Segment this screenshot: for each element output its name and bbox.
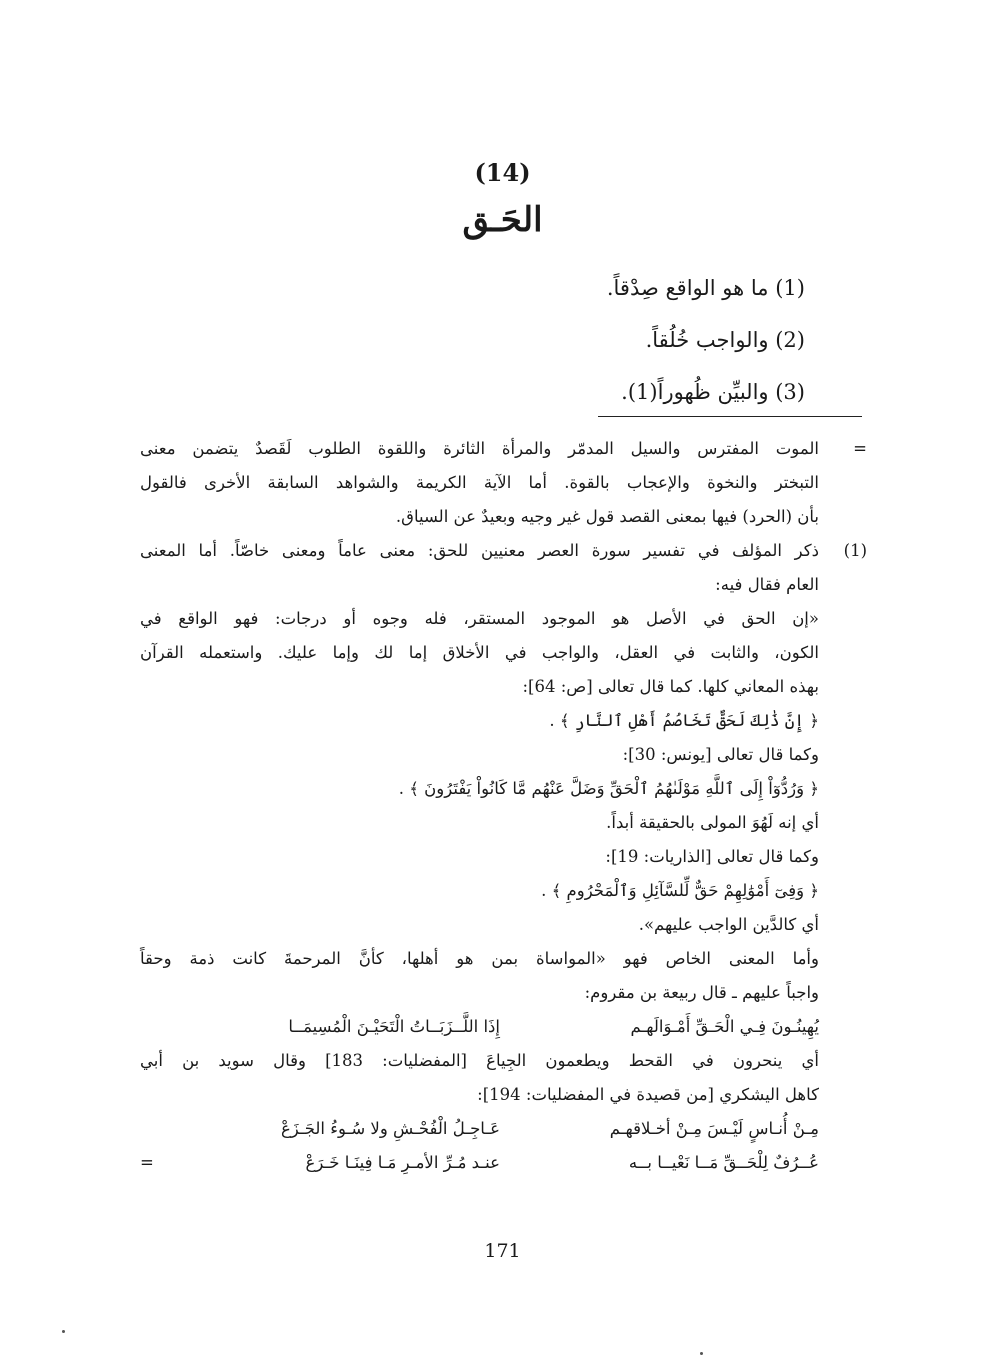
footnote-line: «إن الحق في الأصل هو الموجود المستقر، فله وجوه أو درجات: فهو الواقع في — [140, 609, 819, 628]
footnote-line: واجباً عليهم ـ قال ربيعة بن مقروم: — [584, 983, 819, 1002]
continuation-marker: = — [853, 439, 867, 458]
section-title: الحَـق — [462, 200, 543, 240]
section-number: (14) — [474, 158, 531, 187]
footnote-line: الكون، والثابت في العقل، والواجب في الأخلاق إما لك وإما عليك. واستعمله القرآن — [140, 643, 819, 662]
poem-hemistich: يُهِينُـونَ فِـي الْحَـقِّ أَمْـوَالَهـم — [630, 1017, 819, 1036]
footnote-divider — [598, 416, 862, 417]
scan-speck — [62, 1330, 65, 1333]
footnote-line: أي كالدَّين الواجب عليهم». — [638, 915, 819, 934]
quran-verse: ﴿ وَرُدُّوٓاْ إِلَى ٱللَّهِ مَوْلَىٰهُمُ ٱلْحَقِّ وَضَلَّ عَنْهُم مَّا كَانُواْ يَفْتَرُونَ ﴾ . — [398, 779, 819, 798]
poem-hemistich: عَـاجِـلُ الْفُحْـشِ ولا سُـوءُ الجَـزَعْ — [280, 1119, 500, 1138]
poem-hemistich: عُــرُفٌ لِلْحَــقِّ مَــا نَعْيــا بــه — [628, 1153, 819, 1172]
quran-verse: ﴿ وَفِىٓ أَمْوَٰلِهِمْ حَقٌّ لِّلسَّآئِلِ وَٱلْمَحْرُومِ ﴾ . — [541, 881, 819, 900]
footnote-line: بهذه المعاني كلها. كما قال تعالى [ص: 64]: — [522, 677, 819, 696]
footnote-marker: (1) — [843, 541, 867, 560]
definition-item: (3) والبيِّن ظُهوراً(1). — [621, 380, 805, 404]
poem-verse — [140, 1146, 865, 1180]
footnote-line: وكما قال تعالى [يونس: 30]: — [622, 745, 819, 764]
footnote-line: وكما قال تعالى [الذاريات: 19]: — [605, 847, 819, 866]
definition-item: (1) ما هو الواقع صِدْقاً. — [606, 276, 805, 300]
footnote-line: أي ينحرون في القحط ويطعمون الجِياعَ [المفضليات: 183] وقال سويد بن أبي — [140, 1051, 819, 1070]
definition-item: (2) والواجب خُلُقاً. — [645, 328, 805, 352]
footnote-line: (1) ذكر المؤلف في تفسير سورة العصر معنيين للحق: معنى عاماً ومعنى خاصّاً. أما المعنى — [140, 534, 865, 568]
footnote-line: أي إنه لَهُوَ المولى بالحقيقة أبداً. — [606, 813, 819, 832]
poem-hemistich: مِـنْ أُنـاسٍ لَيْـسَ مِـنْ أخـلاقهـم — [609, 1119, 819, 1138]
footnote-line: العام فقال فيه: — [715, 575, 819, 594]
continuation-marker: = — [140, 1153, 154, 1172]
scan-speck — [700, 1352, 703, 1355]
footnote-line: = الموت المفترس والسيل المدمّر والمرأة الثائرة واللقوة الطلوب لَقَصدٌ يتضمن معنى — [140, 432, 865, 466]
poem-hemistich: عنـد مُـرِّ الأمـرِ مَـا فِينَـا خَـرَعْ — [305, 1153, 500, 1172]
footnote-line: التبختر والنخوة والإعجاب بالقوة. أما الآية الكريمة والشواهد السابقة الأخرى فالقول — [140, 473, 819, 492]
footnote-line: وأما المعنى الخاص فهو «المواساة بمن هو أهلها، كأنَّ المرحمةَ كانت ذمة وحقاً — [140, 949, 819, 968]
quran-verse: ﴿ إِنَّ ذَٰلِكَ لَحَقٌّ تَخَاصُمُ أَهْلِ ٱلنَّارِ ﴾ . — [549, 711, 819, 730]
footnotes-section — [140, 432, 865, 1180]
footnote-line: بأن (الحرد) فيها بمعنى القصد قول غير وجيه وبعيدٌ عن السياق. — [395, 507, 819, 526]
definitions-list — [607, 262, 805, 418]
footnote-line: كاهل اليشكري [من قصيدة في المفضليات: 194]: — [477, 1085, 819, 1104]
page-number: 171 — [484, 1240, 521, 1262]
poem-verse — [140, 1010, 865, 1044]
poem-verse — [140, 1112, 865, 1146]
poem-hemistich: إِذَا اللَّــزَبَــاتُ الْتَحَيْـنَ الْمُسِيمَــا — [288, 1017, 500, 1036]
